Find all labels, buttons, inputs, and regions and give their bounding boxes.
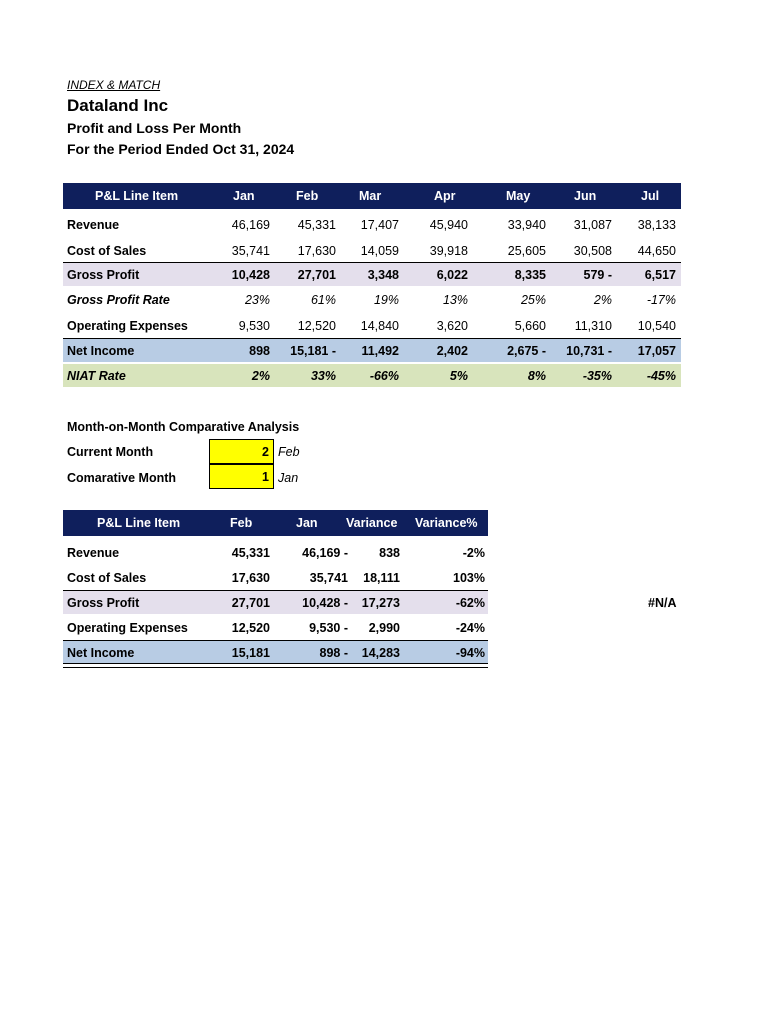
compare-month-name: Jan: [278, 471, 299, 485]
cell-value: 39,918: [429, 244, 468, 258]
current-month-value: 2: [262, 445, 269, 459]
report-period: For the Period Ended Oct 31, 2024: [67, 141, 295, 157]
cmp-net-border: [63, 640, 488, 641]
row-label: Net Income: [67, 344, 135, 358]
row-label: Revenue: [67, 546, 120, 560]
row-label: Gross Profit: [67, 268, 140, 282]
sheet-tag: INDEX & MATCH: [67, 78, 161, 92]
cell-value: 17,273: [361, 596, 400, 610]
cell-value: 2%: [251, 369, 270, 383]
cell-value: 8%: [527, 369, 546, 383]
cell-value: 3,348: [367, 268, 399, 282]
cell-value: 5%: [449, 369, 468, 383]
cell-value: -2%: [462, 546, 485, 560]
current-month-input[interactable]: [209, 439, 274, 464]
cell-value: 17,057: [637, 344, 676, 358]
pl-col-apr: Apr: [434, 189, 456, 203]
cell-value: 35,741: [231, 244, 270, 258]
cell-value: 3,620: [436, 319, 468, 333]
cell-value: 9,530: [238, 319, 270, 333]
cell-value: 2,675 -: [507, 344, 546, 358]
cell-value: 12,520: [297, 319, 336, 333]
cell-value: 2,990: [368, 621, 400, 635]
cmp-col-variance-pct: Variance%: [415, 516, 478, 530]
cell-value: -66%: [369, 369, 399, 383]
cell-value: 15,181: [231, 646, 270, 660]
cell-value: 19%: [373, 293, 399, 307]
cell-value: 33%: [310, 369, 336, 383]
cell-value: 17,407: [360, 218, 399, 232]
cmp-col-line-item: P&L Line Item: [97, 516, 181, 530]
row-label: NIAT Rate: [67, 369, 126, 383]
cell-value: 27,701: [297, 268, 336, 282]
cell-value: 11,492: [361, 344, 399, 358]
cell-value: 17,630: [231, 571, 270, 585]
cell-value: 898: [249, 344, 270, 358]
cell-value: 2,402: [436, 344, 468, 358]
cell-value: 44,650: [637, 244, 676, 258]
pl-col-mar: Mar: [359, 189, 382, 203]
cell-value: 38,133: [637, 218, 676, 232]
net-income-border: [63, 338, 681, 339]
row-label: Operating Expenses: [67, 621, 188, 635]
cmp-col-variance: Variance: [346, 516, 398, 530]
cell-value: 46,169: [231, 218, 270, 232]
compare-month-label: Comarative Month: [67, 471, 177, 485]
pl-col-jan: Jan: [233, 189, 255, 203]
cell-value: 45,331: [231, 546, 270, 560]
pl-col-jun: Jun: [574, 189, 597, 203]
cell-value: 31,087: [573, 218, 612, 232]
row-label: Net Income: [67, 646, 135, 660]
cell-value: 35,741: [309, 571, 348, 585]
cell-value: 12,520: [231, 621, 270, 635]
cell-value: 13%: [442, 293, 468, 307]
cell-value: 17,630: [297, 244, 336, 258]
pl-col-jul: Jul: [641, 189, 660, 203]
cell-value: 15,181 -: [290, 344, 336, 358]
cell-value: 6,022: [436, 268, 468, 282]
row-label: Revenue: [67, 218, 120, 232]
pl-col-feb: Feb: [296, 189, 319, 203]
cell-value: 5,660: [514, 319, 546, 333]
cell-value: 61%: [310, 293, 336, 307]
row-label: Cost of Sales: [67, 244, 147, 258]
cmp-table-header: [63, 510, 488, 536]
cell-value: 10,731 -: [566, 344, 612, 358]
cell-value: -45%: [646, 369, 676, 383]
cell-value: 25,605: [507, 244, 546, 258]
cell-value: 2%: [593, 293, 612, 307]
cell-value: 30,508: [573, 244, 612, 258]
cell-value: -24%: [455, 621, 485, 635]
cell-value: 838: [379, 546, 400, 560]
cell-value: 14,283: [361, 646, 400, 660]
mom-title: Month-on-Month Comparative Analysis: [67, 420, 300, 434]
cell-value: 14,840: [360, 319, 399, 333]
pl-col-line-item: P&L Line Item: [95, 189, 179, 203]
cell-value: 10,428: [231, 268, 270, 282]
current-month-label: Current Month: [67, 445, 154, 459]
row-label: Gross Profit Rate: [67, 293, 170, 307]
cell-value: 103%: [453, 571, 485, 585]
cell-value: -62%: [455, 596, 485, 610]
gross-profit-border: [63, 262, 681, 263]
cell-value: 8,335: [514, 268, 546, 282]
cmp-col-compare: Jan: [296, 516, 318, 530]
error-cell: #N/A: [648, 596, 677, 610]
report-title: Profit and Loss Per Month: [67, 120, 242, 136]
cell-value: 33,940: [507, 218, 546, 232]
row-label: Gross Profit: [67, 596, 140, 610]
row-label: Operating Expenses: [67, 319, 188, 333]
cell-value: -94%: [455, 646, 485, 660]
cell-value: 6,517: [644, 268, 676, 282]
pl-table-header: [63, 183, 681, 209]
compare-month-input[interactable]: [209, 464, 274, 489]
cell-value: 27,701: [231, 596, 270, 610]
cell-value: 10,540: [637, 319, 676, 333]
cell-value: 45,331: [297, 218, 336, 232]
cell-value: 25%: [520, 293, 546, 307]
cell-value: 10,428 -: [302, 596, 348, 610]
cell-value: 579 -: [583, 268, 612, 282]
cell-value: 898 -: [319, 646, 348, 660]
cmp-total-double-rule: [63, 663, 488, 668]
cell-value: 46,169 -: [302, 546, 348, 560]
row-label: Cost of Sales: [67, 571, 147, 585]
cmp-gross-border: [63, 590, 488, 591]
cell-value: 14,059: [360, 244, 399, 258]
cell-value: -17%: [646, 293, 676, 307]
pl-col-may: May: [506, 189, 531, 203]
cmp-col-current: Feb: [230, 516, 253, 530]
cell-value: 23%: [244, 293, 270, 307]
cell-value: 45,940: [429, 218, 468, 232]
compare-month-value: 1: [262, 470, 269, 484]
company-name: Dataland Inc: [67, 96, 169, 115]
cell-value: 11,310: [574, 319, 612, 333]
cell-value: 18,111: [363, 571, 400, 585]
cell-value: -35%: [582, 369, 612, 383]
cell-value: 9,530 -: [309, 621, 348, 635]
current-month-name: Feb: [278, 445, 300, 459]
